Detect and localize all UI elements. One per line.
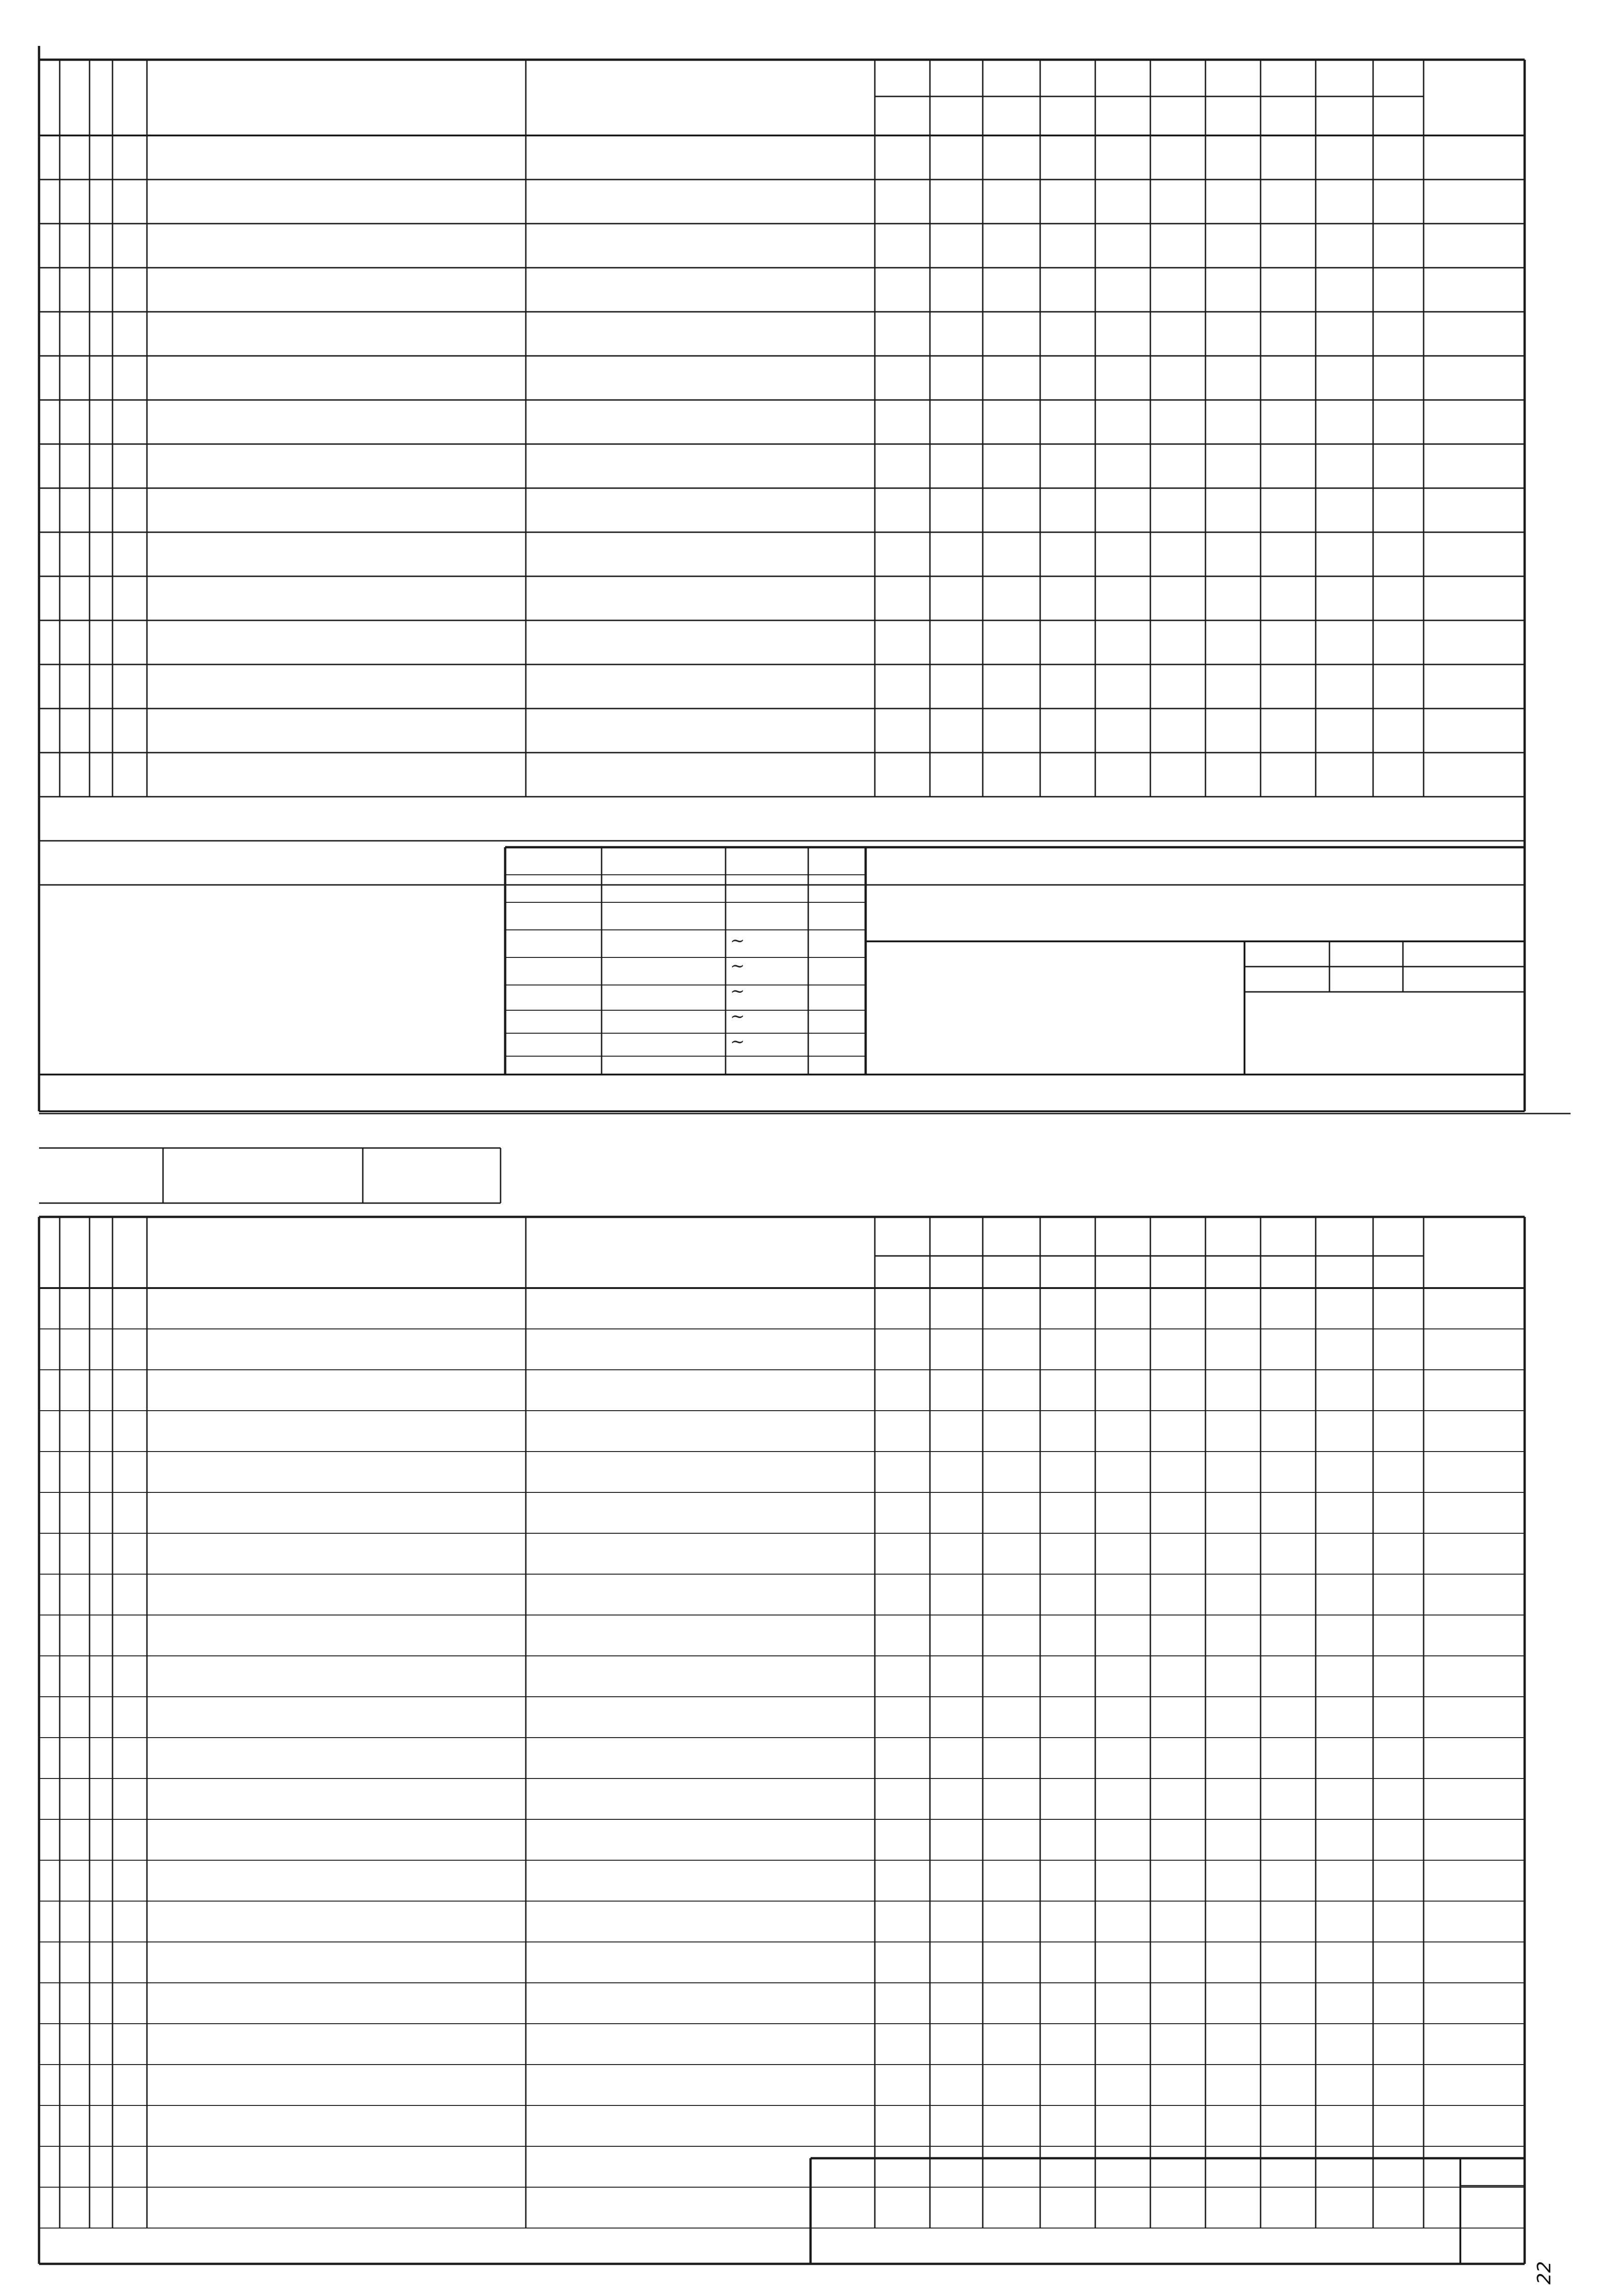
signature-mark: ~ xyxy=(730,1006,745,1026)
signature-mark: ~ xyxy=(730,981,745,1001)
signature-mark: ~ xyxy=(730,956,745,976)
signature-mark: ~ xyxy=(730,930,745,951)
margin-page-mark: 22 xyxy=(1534,2261,1555,2285)
signature-mark: ~ xyxy=(730,1031,745,1052)
